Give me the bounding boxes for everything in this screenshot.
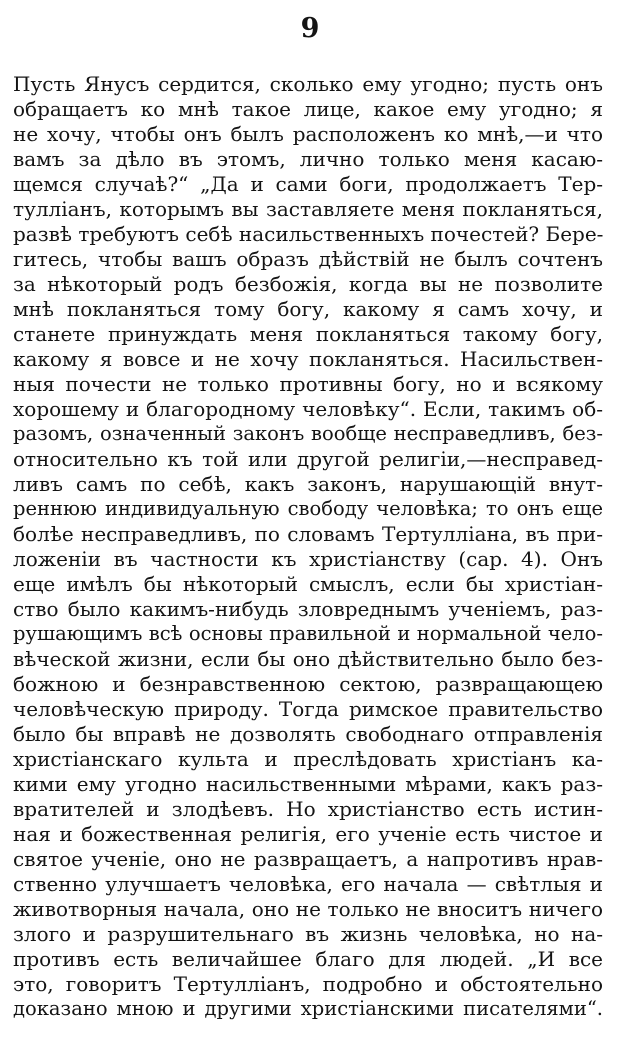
text-line: ложенiи въ частности къ христiанству (сар. 4). Онъ (13, 547, 603, 571)
text-line: туллiанъ, которымъ вы заставляете меня покланяться, (13, 197, 603, 221)
text-line: щемся случаѣ?“ „Да и сами боги, продолжаетъ Тер- (13, 172, 603, 196)
text-line: было бы вправѣ не дозволять свободнаго отправленiя (13, 722, 603, 746)
text-line: Пусть Янусъ сердится, сколько ему угодно; пусть онъ (13, 72, 603, 96)
text-line: болѣе несправедливъ, по словамъ Тертуллiана, въ при- (13, 522, 603, 546)
text-line: святое ученiе, оно не развращаетъ, а напротивъ нрав- (13, 847, 603, 871)
text-line: за нѣкоторый родъ безбожiя, когда вы не позволите (13, 272, 603, 296)
text-line: обращаетъ ко мнѣ такое лице, какое ему угодно; я (13, 97, 603, 121)
text-line: христiанскаго культа и преслѣдовать христiанъ ка- (13, 747, 603, 771)
text-line: вратителей и злодѣевъ. Но христiанство есть истин- (13, 797, 603, 821)
text-line: мнѣ покланяться тому богу, какому я самъ хочу, и (13, 297, 603, 321)
text-line: еще имѣлъ бы нѣкоторый смыслъ, если бы христiан- (13, 572, 603, 596)
text-line: какому я вовсе и не хочу покланяться. Насильствен- (13, 347, 603, 371)
text-line: ство было какимъ-нибудь зловреднымъ ученiемъ, раз- (13, 597, 603, 621)
text-line: развѣ требуютъ себѣ насильственныхъ почестей? Бере- (13, 222, 603, 246)
text-line: вамъ за дѣло въ этомъ, лично только меня касаю- (13, 147, 603, 171)
text-line: ливъ самъ по себѣ, какъ законъ, нарушающiй внут- (13, 472, 603, 496)
text-line: реннюю индивидуальную свободу человѣка; то онъ еще (13, 497, 603, 520)
text-line: животворныя начала, оно не только не вноситъ ничего (13, 897, 603, 921)
text-line: злого и разрушительнаго въ жизнь человѣка, но на- (13, 922, 603, 946)
text-line: не хочу, чтобы онъ былъ расположенъ ко мнѣ,—и что (13, 122, 603, 146)
text-line: ныя почести не только противны богу, но и всякому (13, 372, 603, 396)
text-line: ственно улучшаетъ человѣка, его начала — свѣтлыя и (13, 872, 603, 896)
text-line: кими ему угодно насильственными мѣрами, какъ раз- (13, 772, 603, 796)
text-line: рушающимъ всѣ основы правильной и нормальной чело- (13, 622, 603, 645)
text-line: относительно къ той или другой религiи,—несправед- (13, 447, 603, 471)
text-line: станете принуждать меня покланяться такому богу, (13, 322, 603, 346)
text-line: ная и божественная религiя, его ученiе есть чистое и (13, 822, 603, 846)
text-line: человѣческую природу. Тогда римское правительство (13, 697, 603, 721)
text-line: вѣческой жизни, если бы оно дѣйствительно было без- (13, 647, 603, 671)
text-line: противъ есть величайшее благо для людей. „И все (13, 947, 603, 971)
text-line: доказано мною и другими христiанскими писателями“. (13, 997, 603, 1020)
text-line: разомъ, означенный законъ вообще несправедливъ, без- (13, 422, 603, 445)
text-line: гитесь, чтобы вашъ образъ дѣйствiй не былъ сочтенъ (13, 247, 603, 271)
text-line: хорошему и благородному человѣку“. Если, такимъ об- (13, 397, 603, 421)
page-number: 9 (300, 13, 320, 44)
text-line: божною и безнравственною сектою, развращающею (13, 672, 603, 696)
text-line: это, говоритъ Тертуллiанъ, подробно и обстоятельно (13, 972, 603, 996)
